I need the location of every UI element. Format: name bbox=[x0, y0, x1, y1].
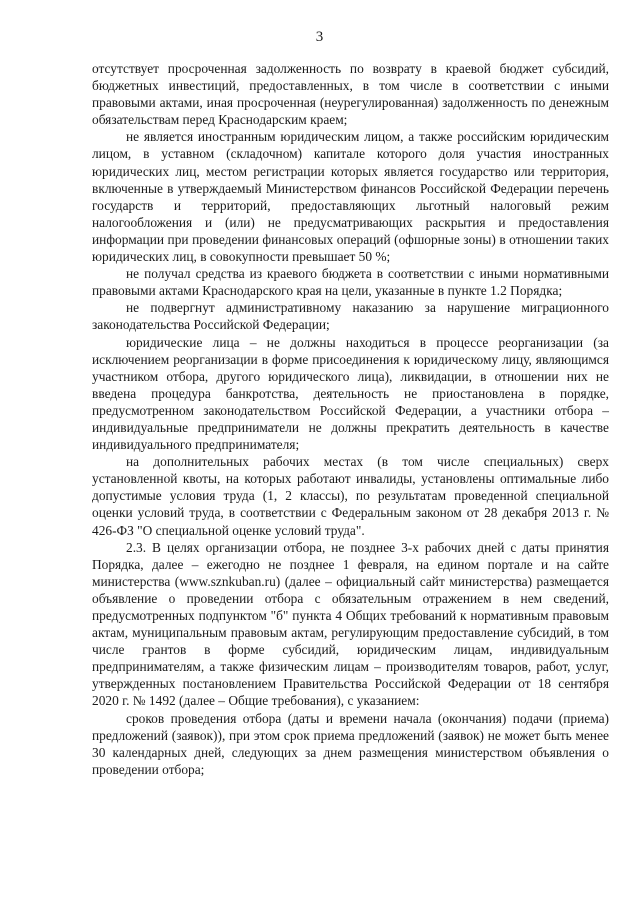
paragraph-no-migration-penalty: не подвергнут административному наказанию за нарушение миграционного законодательства Российской Федерации; bbox=[92, 300, 609, 333]
page-number: 3 bbox=[315, 29, 324, 45]
paragraph-selection-deadlines: сроков проведения отбора (даты и времени начала (окончания) подачи (приема) предложений (заявок)), при этом срок приема предложений (заявок) не может быть менее 30 календарных дней, следующих за днем размещения министерством объявления о проведении отбора; bbox=[92, 710, 609, 777]
paragraph-working-conditions: на дополнительных рабочих местах (в том числе специальных) сверх установленной квоты, на которых работают инвалиды, установлены оптимальные либо допустимые условия труда (1, 2 классы), по результатам проведенной специальной оценки условий труда, в соответствии с Федеральным законом от 28 декабря 2013 г. № 426-ФЗ "О специальной оценке условий труда". bbox=[92, 454, 609, 538]
paragraph-overdue-debt: отсутствует просроченная задолженность по возврату в краевой бюджет субсидий, бюджетных инвестиций, предоставленных, в том числе в соответствии с иными правовыми актами, иная просроченная (неурегулированная) задолженность по денежным обязательствам перед Краснодарским краем; bbox=[92, 61, 609, 128]
document-body bbox=[92, 60, 609, 778]
paragraph-not-foreign-entity: не является иностранным юридическим лицом, а также российским юридическим лицом, в уставном (складочном) капитале которого доля участия иностранных юридических лиц, местом регистрации которых является государство или территория, включенные в утверждаемый Министерством финансов Российской Федерации перечень государств и территорий, предоставляющих льготный налоговый режим налогообложения и (или) не предусматривающих раскрытия и предоставления информации при проведении финансовых операций (офшорные зоны) в отношении таких юридических лиц, в совокупности превышает 50 %; bbox=[92, 129, 609, 265]
paragraph-no-reorganization: юридические лица – не должны находиться в процессе реорганизации (за исключением реорганизации в форме присоединения к юридическому лицу, являющимся участником отбора, другого юридического лица), ликвидации, в отношении них не введена процедура банкротства, деятельность не приостановлена в порядке, предусмотренном законодательством Российской Федерации, а участники отбора – индивидуальные предприниматели не должны прекратить деятельность в качестве индивидуального предпринимателя; bbox=[92, 334, 609, 453]
paragraph-section-2-3: 2.3. В целях организации отбора, не позднее 3-х рабочих дней с даты принятия Порядка, далее – ежегодно не позднее 1 февраля, на едином портале и на сайте министерства (www.sznkuban.ru) (далее – официальный сайт министерства) размещается объявление о проведении отбора с обязательным отражением в нем сведений, предусмотренных подпунктом "б" пункта 4 Общих требований к нормативным правовым актам, муниципальным правовым актам, регулирующим предоставление субсидий, в том числе грантов в форме субсидий, юридическим лицам, индивидуальным предпринимателям, а также физическим лицам – производителям товаров, работ, услуг, утвержденных постановлением Правительства Российской Федерации от 18 сентября 2020 г. № 1492 (далее – Общие требования), с указанием: bbox=[92, 539, 609, 709]
paragraph-no-regional-funds: не получал средства из краевого бюджета в соответствии с иными нормативными правовыми актами Краснодарского края на цели, указанные в пункте 1.2 Порядка; bbox=[92, 266, 609, 299]
